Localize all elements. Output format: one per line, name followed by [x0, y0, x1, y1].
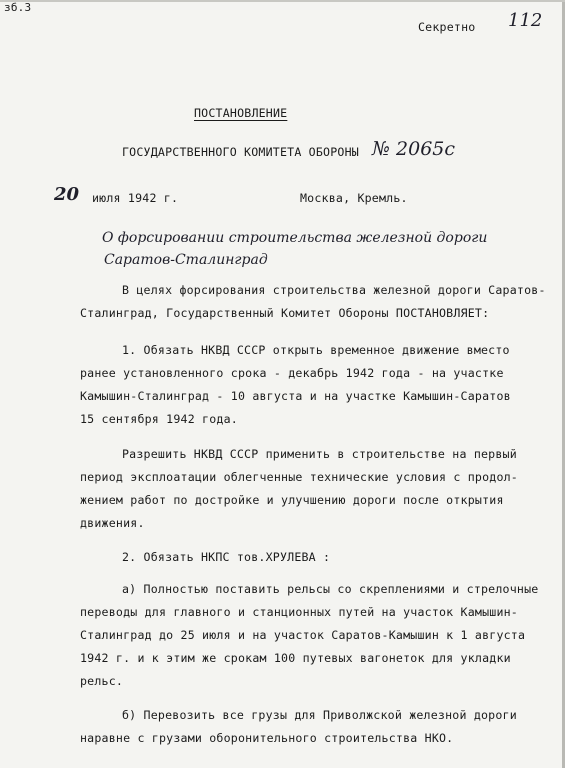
point-2a-line-5: рельс. — [80, 674, 124, 688]
issuing-authority: ГОСУДАРСТВЕННОГО КОМИТЕТА ОБОРОНЫ — [122, 145, 359, 159]
archive-mark: зб.3 — [4, 1, 32, 14]
point-1-line-3: Камышин-Сталинград - 10 августа и на участке Камышин-Саратов — [80, 389, 511, 403]
point-1-line-2: ранее установленного срока - декабрь 1942 года - на участке — [80, 366, 504, 380]
place: Москва, Кремль. — [300, 191, 408, 205]
scan-edge — [0, 0, 565, 2]
point-1-extra-line-4: движения. — [80, 516, 145, 530]
point-2b-line-1: б) Перевозить все грузы для Приволжской железной дороги — [122, 708, 517, 722]
point-2a-line-3: Сталинград до 25 июля и на участок Саратов-Камышин к 1 августа — [80, 628, 526, 642]
point-1-line-4: 15 сентября 1942 года. — [80, 412, 238, 426]
point-2a-line-2: переводы для главного и станционных путей на участок Камышин- — [80, 605, 518, 619]
classification-label: Секретно — [418, 20, 476, 34]
subject-line-1: О форсировании строительства железной дороги — [102, 230, 488, 246]
document-number: № 2065с — [372, 138, 456, 160]
point-2b-line-2: наравне с грузами оборонительного строительства НКО. — [80, 731, 454, 745]
point-2a-line-1: а) Полностью поставить рельсы со скреплениями и стрелочные — [122, 582, 539, 596]
date-rest: июля 1942 г. — [92, 191, 179, 205]
point-2a-line-4: 1942 г. и к этим же срокам 100 путевых вагонеток для укладки — [80, 651, 511, 665]
point-1-extra-line-3: жением работ по достройке и улучшению дороги после открытия — [80, 493, 504, 507]
date-day: 20 — [54, 184, 80, 205]
subject-line-2: Саратов-Сталинград — [104, 252, 268, 268]
page-number: 112 — [508, 10, 543, 31]
intro-line-1: В целях форсирования строительства железной дороги Саратов- — [122, 283, 546, 297]
point-1-extra-line-2: период эксплоатации облегченные технические условия с продол- — [80, 470, 518, 484]
point-2-heading: 2. Обязать НКПС тов.ХРУЛЕВА : — [122, 550, 331, 564]
point-1-line-1: 1. Обязать НКВД СССР открыть временное движение вместо — [122, 343, 510, 357]
point-1-extra-line-1: Разрешить НКВД СССР применить в строительстве на первый — [122, 447, 517, 461]
document-title: ПОСТАНОВЛЕНИЕ — [194, 106, 288, 120]
intro-line-2: Сталинград, Государственный Комитет Обороны ПОСТАНОВЛЯЕТ: — [80, 306, 490, 320]
